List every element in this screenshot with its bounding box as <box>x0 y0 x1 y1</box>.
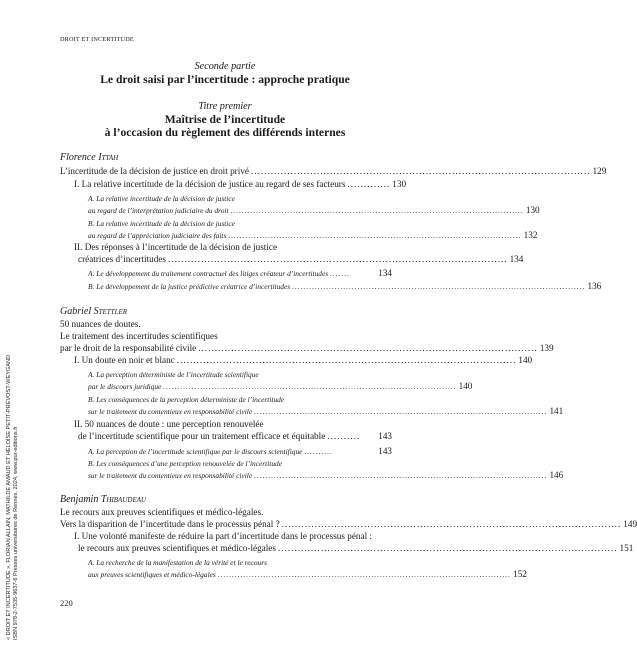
part-label: Seconde partie <box>194 61 256 72</box>
part-title: Le droit saisi par l’incertitude : approche pratique <box>100 73 350 86</box>
toc-entry: de l’incertitude scientifique pour un traitement efficace et équitable .......... 143 <box>78 431 392 441</box>
toc-entry: 50 nuances de doutes. <box>60 319 141 329</box>
section-label: Titre premier <box>198 101 252 112</box>
toc-entry: I. Un doute en noir et blanc ....................................................................................................... 140 <box>74 355 533 365</box>
toc-entry: au regard de l’interprétation judiciaire du droit ....................................................................................................... 130 <box>88 205 540 215</box>
author-name: Florence Ittah <box>60 152 119 163</box>
toc-entry: A. Le développement du traitement contractuel des litiges créateur d’incertitudes ....... 134 <box>88 268 392 278</box>
toc-entry: Vers la disparition de l’incertitude dans le processus pénal ? ....................................................................................................... 149 <box>60 519 637 529</box>
toc-entry: B. Le développement de la justice prédictive créatrice d’incertitudes ....................................................................................................... 136 <box>88 281 602 291</box>
toc-entry: aux preuves scientifiques et médico-légales ....................................................................................................... 152 <box>88 569 527 579</box>
toc-entry: A. La perception de l’incertitude scientifique par le discours scientifique .......... 143 <box>88 446 392 456</box>
toc-entry: A. La relative incertitude de la décision de justice <box>88 194 235 203</box>
section-title-line1: Maîtrise de l’incertitude <box>164 113 286 126</box>
toc-entry: I. La relative incertitude de la décision de justice au regard de ses facteurs ............. 130 <box>74 179 407 189</box>
copyright-sidebar <box>6 354 42 640</box>
author-name: Gabriel Stettler <box>60 306 128 317</box>
toc-entry: I. Une volonté manifeste de réduire la part d’incertitude dans le processus pénal : <box>74 531 372 541</box>
section-title-line2: à l’occasion du règlement des différends internes <box>104 126 346 139</box>
toc-entry: Le traitement des incertitudes scientifiques <box>60 331 218 341</box>
toc-entry: A. La recherche de la manifestation de la vérité et le recours <box>88 558 267 567</box>
author-name: Benjamin Thibaudeau <box>60 494 147 505</box>
sidebar-line: ISBN 978-2-7535-9637-6 Presses universitaires de Rennes, 2024, www.pur-editions.fr <box>13 426 19 640</box>
toc-entry: sur le traitement du contentieux en responsabilité civile ....................................................................................................... 146 <box>88 470 564 480</box>
toc-entry: au regard de l’appréciation judiciaire des faits ....................................................................................................... 132 <box>88 230 538 240</box>
toc-entry: II. 50 nuances de doute : une perception renouvelée <box>74 419 264 429</box>
toc-entry: sur le traitement du contentieux en responsabilité civile ....................................................................................................... 141 <box>88 406 564 416</box>
toc-entry: par le droit de la responsabilité civile ....................................................................................................... 139 <box>60 343 554 353</box>
toc-entry: A. La perception déterministe de l’incertitude scientifique <box>88 370 259 379</box>
toc-entry: créatrices d’incertitudes ....................................................................................................... 134 <box>78 254 524 264</box>
page-number: 220 <box>60 598 73 608</box>
toc-entry: par le discours juridique ....................................................................................................... 140 <box>88 381 473 391</box>
toc-entry: Le recours aux preuves scientifiques et médico-légales. <box>60 507 264 517</box>
toc-entry: B. Les conséquences d’une perception renouvelée de l’incertitude <box>88 459 282 468</box>
running-header: DROIT ET INCERTITUDE <box>60 36 134 43</box>
sidebar-line: « DROIT ET INCERTITUDE », FLORIAN ALLAIN, MATHILDE AMAUD ET HÉLOÏSE PETIT-PRÉVOST-WEYGAND <box>6 354 12 640</box>
toc-entry: II. Des réponses à l’incertitude de la décision de justice <box>74 242 278 252</box>
toc-entry: B. Les conséquences de la perception déterministe de l’incertitude <box>88 395 285 404</box>
toc-entry: L’incertitude de la décision de justice en droit privé ....................................................................................................... 129 <box>60 166 607 176</box>
toc-entry: le recours aux preuves scientifiques et médico-légales ....................................................................................................... 151 <box>78 543 634 553</box>
toc-entry: B. La relative incertitude de la décision de justice <box>88 219 235 228</box>
